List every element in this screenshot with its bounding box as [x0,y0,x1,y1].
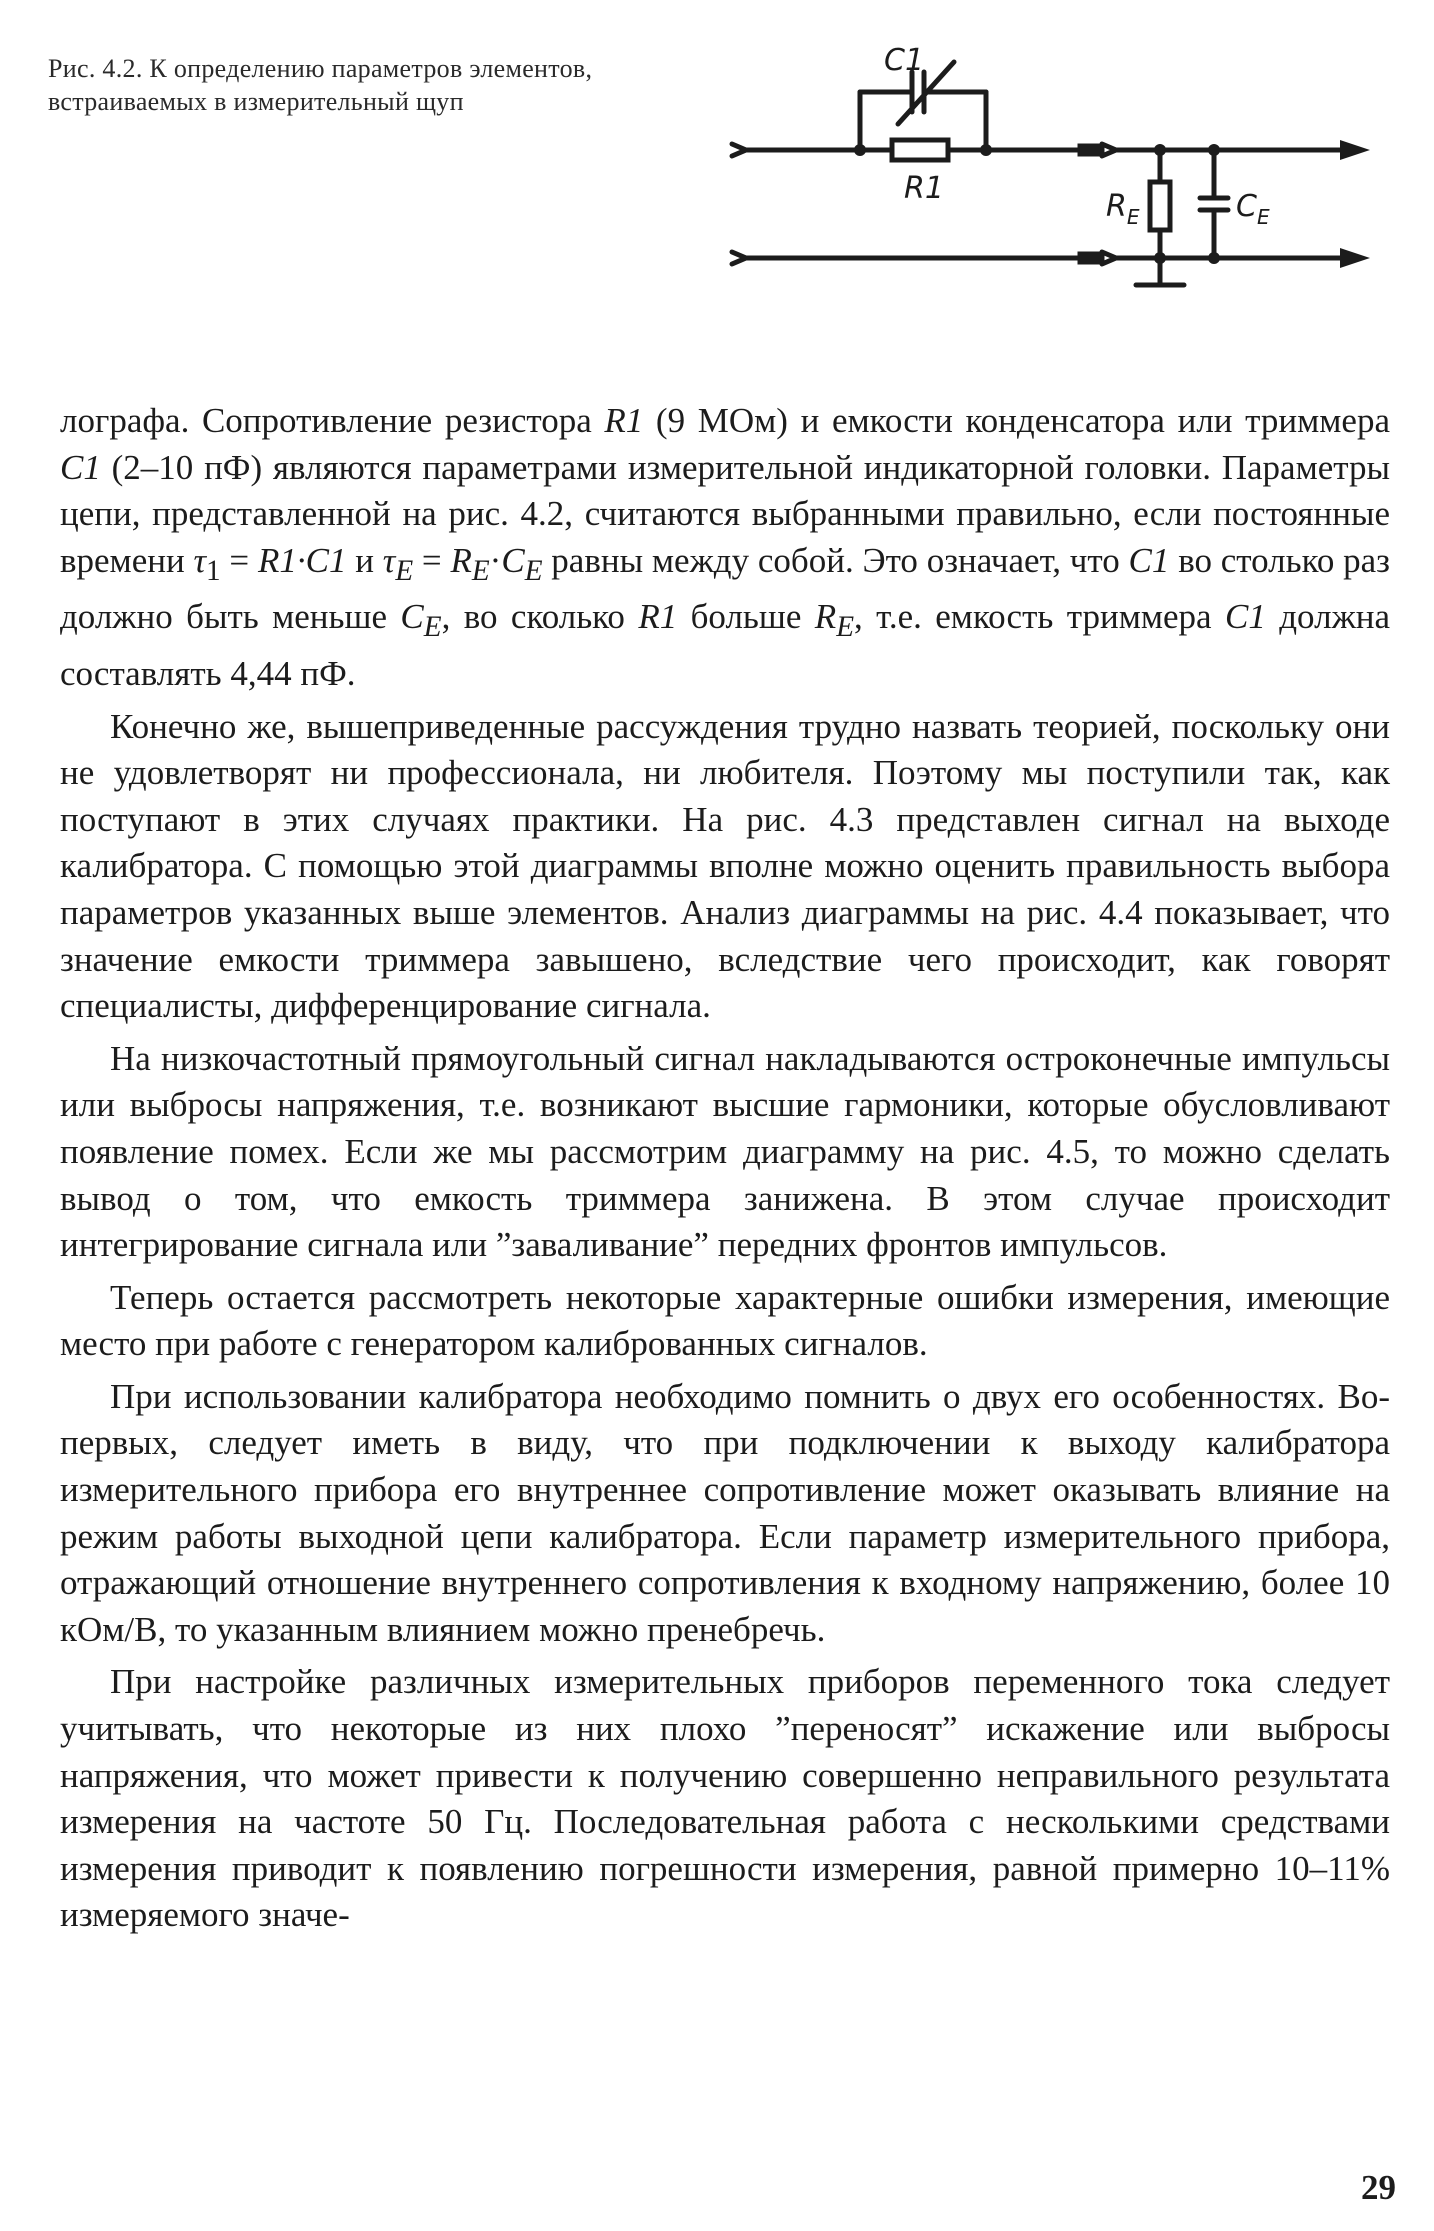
text-run: , во сколько [441,597,639,637]
re-resistor [1150,182,1170,230]
text-run: C1 [1128,540,1170,580]
output-arrow-bottom [1340,248,1370,268]
text-run: больше [677,597,815,637]
text-run: При использовании калибратора необходимо помнить о двух его особенностях. Во-первых, следует иметь в виду, что при подключении к выходу калибратора измерительного прибора его внутреннее сопротивление может оказывать влияние на режим работы выходной цепи калибратора. Если параметр измерительного прибора, отражающий отношение внутреннего сопротивления к входному напряжению, более 10 кОм/В, то указанным влиянием можно пренебречь. [60,1376,1390,1649]
circuit-svg [720,40,1380,340]
text-run: и [346,540,383,580]
text-run: во столько раз должно быть меньше [60,540,1390,637]
text-run: 1 [206,554,221,587]
text-run: R [450,540,472,580]
text-run: Теперь остается рассмотреть некоторые характерные ошибки измерения, имеющие место при работе с генератором калиброванных сигналов. [60,1277,1390,1364]
paragraph-2 [60,704,1390,1030]
text-run: C1 [1224,597,1266,637]
text-run: = [220,540,258,580]
label-c1: C1 [884,43,925,78]
page-number: 29 [1361,2168,1396,2207]
output-arrow-top [1340,140,1370,160]
text-run: При настройке различных измерительных приборов переменного тока следует учитывать, что некоторые из них плохо ”переносят” искажение или выбросы напряжения, что может привести к получению совершенно неправильного результата измерения на частоте 50 Гц. Последовательная работа с несколькими средствами измерения приводит к появлению погрешности измерения, равной примерно 10–11% измеряемого значе- [60,1662,1390,1935]
label-r1: R1 [904,171,944,206]
body-text [60,398,1390,1939]
text-run: Конечно же, вышеприведенные рассуждения трудно назвать теорией, поскольку они не удовлетворят ни профессионала, ни любителя. Поэтому мы поступили так, как поступают в этих случаях практики. На рис. 4.3 представлен сигнал на выходе калибратора. С помощью этой диаграммы вполне можно оценить правильность выбора параметров указанных выше элементов. Анализ диаграммы на рис. 4.4 показывает, что значение емкости триммера завышено, вследствие чего происходит, как говорят специалисты, дифференцирование сигнала. [60,706,1390,1026]
text-run: R [814,597,837,637]
text-run: должна составлять 4,44 пФ. [60,597,1391,693]
text-run: E [836,611,854,644]
label-ce: $C_E$ [1236,189,1270,229]
label-re: $R_E$ [1106,189,1140,229]
paragraph-1 [60,398,1390,698]
text-run: E [524,554,543,587]
connector-plug-top [1080,146,1102,154]
text-run: R1·C1 [257,540,347,580]
text-run: C [501,540,525,580]
text-run: равны между собой. Это означает, что [542,540,1129,580]
text-run: E [471,554,490,587]
text-run: R1 [638,597,678,637]
text-run: · [489,540,502,580]
paragraph-6 [60,1659,1390,1939]
text-run: C1 [60,447,101,487]
r1-resistor [892,140,948,160]
text-run: E [395,554,414,587]
text-run: (9 МОм) и емкости конденсатора или триммера [643,401,1390,440]
paragraph-4 [60,1275,1390,1368]
text-run: , т.е. емкость триммера [854,597,1225,637]
text-run: = [413,540,451,580]
text-run: (2–10 пФ) являются параметрами измерительной индикаторной головки. Параметры цепи, представленной на рис. 4.2, считаются выбранными правильно, если постоянные времени [60,447,1390,580]
text-run: τ [382,540,396,580]
text-run: На низкочастотный прямоугольный сигнал накладываются остроконечные импульсы или выбросы напряжения, т.е. возникают высшие гармоники, которые обусловливают появление помех. Если же мы рассмотрим диаграмму на рис. 4.5, то можно сделать вывод о том, что емкость триммера занижена. В этом случае происходит интегрирование сигнала или ”заваливание” передних фронтов импульсов. [60,1038,1390,1265]
paragraph-3 [60,1036,1390,1269]
circuit-diagram [720,40,1380,340]
paragraph-5 [60,1374,1390,1654]
text-run: E [423,611,442,644]
connector-plug-bottom [1080,254,1102,262]
figure-caption: Рис. 4.2. К определению параметров элементов, встраиваемых в измерительный щуп [48,54,593,116]
text-run: C [400,597,424,637]
text-run: τ [193,540,207,580]
text-run: лографа. Сопротивление резистора [60,401,605,440]
text-run: R1 [604,401,644,440]
